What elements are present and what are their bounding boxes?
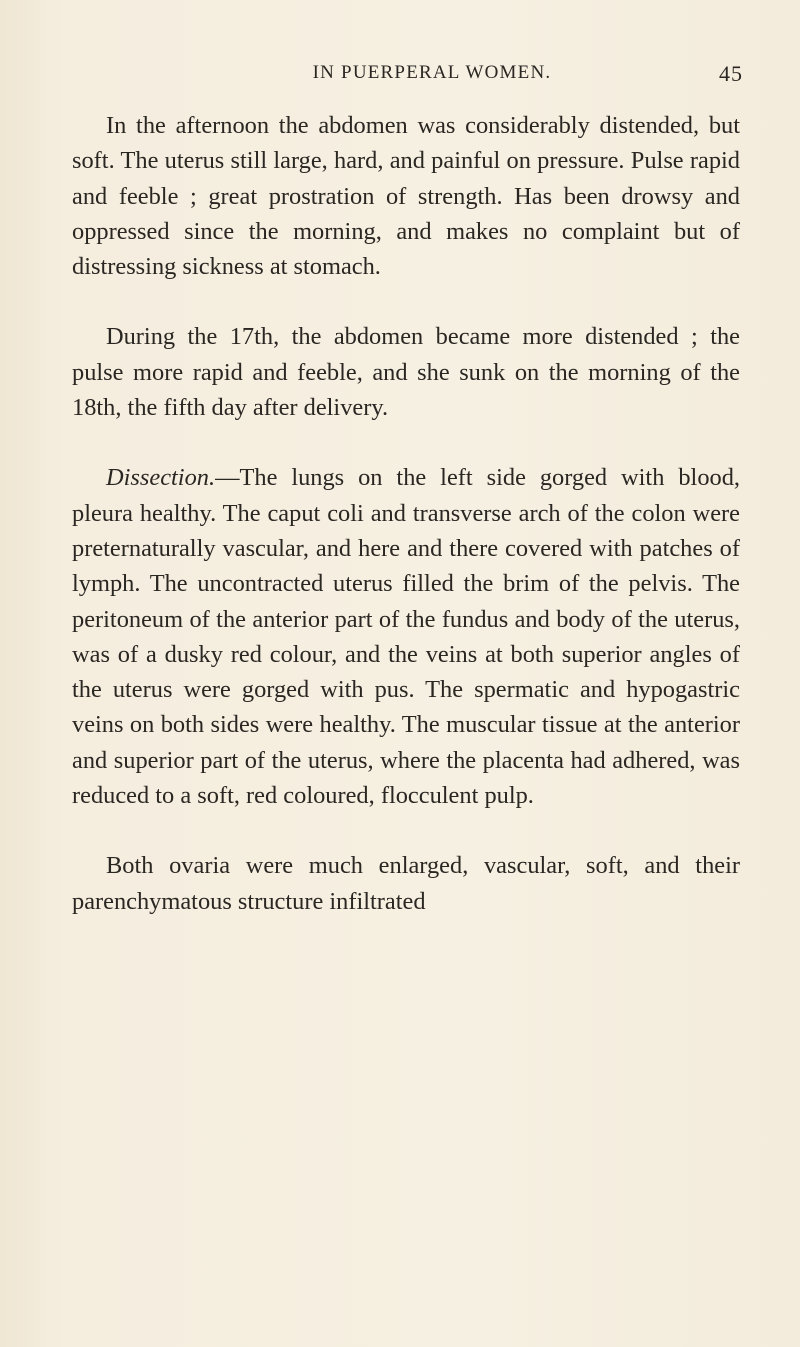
paragraph-text: Both ovaria were much enlarged, vascular, soft, and their parenchymatous structure infiltrated <box>72 852 740 915</box>
paragraph-afternoon <box>72 108 740 284</box>
running-head <box>127 58 743 88</box>
paragraph-text: —The lungs on the left side gorged with blood, pleura healthy. The caput coli and transverse arch of the colon were preternaturally vascular, and here and there covered with patches of lymph. The uncontracted uterus filled the brim of the pelvis. The peritoneum of the anterior part of the fundus and body of the uterus, was of a dusky red colour, and the veins at both superior angles of the uterus were gorged with pus. The spermatic and hypogastric veins on both sides were healthy. The muscular tissue at the anterior and superior part of the uterus, where the placenta had adhered, was reduced to a soft, red coloured, flocculent pulp. <box>72 464 740 810</box>
paragraph-text: During the 17th, the abdomen became more distended ; the pulse more rapid and feeble, and she sunk on the morning of the 18th, the fifth day after delivery. <box>72 323 740 422</box>
paragraph-dissection <box>72 460 740 813</box>
page-number: 45 <box>719 61 743 86</box>
dissection-heading: Dissection. <box>106 464 216 492</box>
paragraph-17th <box>72 319 740 425</box>
body-text <box>72 108 740 919</box>
paragraph-ovaria <box>72 848 740 919</box>
paragraph-text: In the afternoon the abdomen was considerably distended, but soft. The uterus still large, hard, and painful on pressure. Pulse rapid and feeble ; great prostration of strength. Has been drowsy and oppressed since the morning, and makes no complaint but of distressing sickness at stomach. <box>72 112 740 281</box>
page-title: IN PUERPERAL WOMEN. <box>312 62 552 83</box>
